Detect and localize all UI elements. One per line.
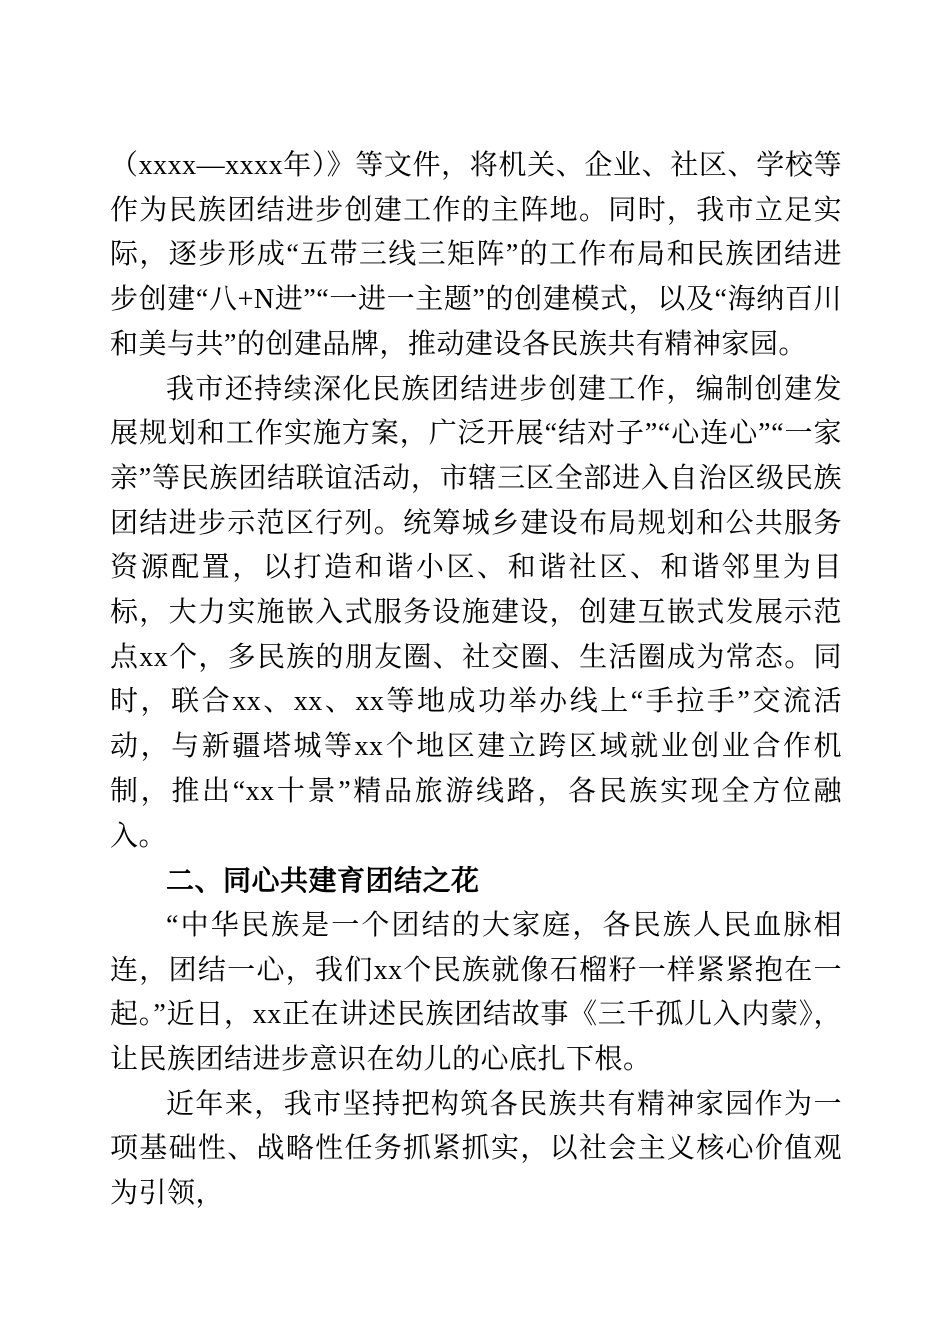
document-content [110,144,842,1217]
paragraph-body: 近年来，我市坚持把构筑各民族共有精神家园作为一项基础性、战略性任务抓紧抓实，以社会主义核心价值观为引领， [110,1088,842,1210]
section-heading: 二、同心共建育团结之花 [166,865,480,897]
paragraph-body: “中华民族是一个团结的大家庭，各民族人民血脉相连，团结一心，我们xx个民族就像石榴籽一样紧紧抱在一起。”近日，xx正在讲述民族团结故事《三千孤儿入内蒙》，让民族团结进步意识在幼儿的心底扎下根。 [110,909,842,1076]
paragraph-body: 我市还持续深化民族团结进步创建工作，编制创建发展规划和工作实施方案，广泛开展“结对子”“心连心”“一家亲”等民族团结联谊活动，市辖三区全部进入自治区级民族团结进步示范区行列。统筹城乡建设布局规划和公共服务资源配置，以打造和谐小区、和谐社区、和谐邻里为目标，大力实施嵌入式服务设施建设，创建互嵌式发展示范点xx个，多民族的朋友圈、社交圈、生活圈成为常态。同时，联合xx、xx、xx等地成功举办线上“手拉手”交流活动，与新疆塔城等xx个地区建立跨区域就业创业合作机制，推出“xx十景”精品旅游线路，各民族实现全方位融入。 [110,373,842,852]
paragraph-continuation: （xxxx—xxxx年）》等文件，将机关、企业、社区、学校等作为民族团结进步创建工作的主阵地。同时，我市立足实际，逐步形成“五带三线三矩阵”的工作布局和民族团结进步创建“八+N进”“一进一主题”的创建模式，以及“海纳百川和美与共”的创建品牌，推动建设各民族共有精神家园。 [110,150,842,360]
